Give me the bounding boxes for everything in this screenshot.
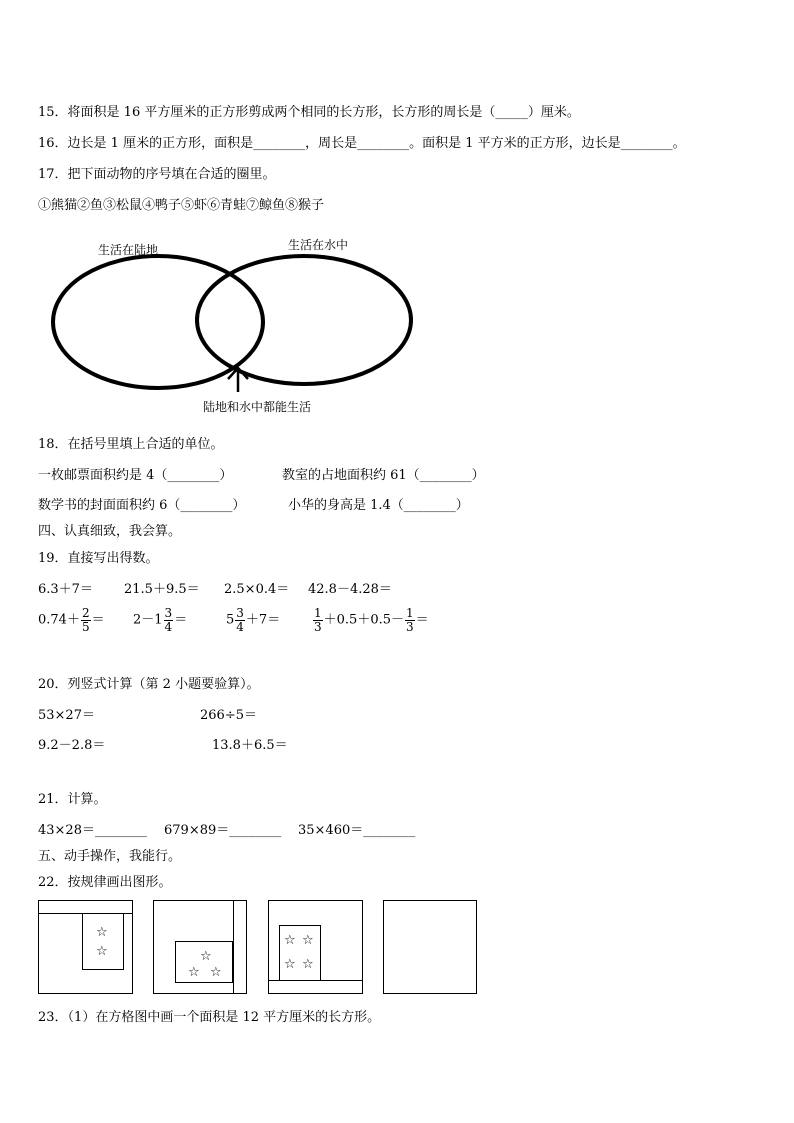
q19-r1-c: 2.5×0.4＝	[224, 582, 290, 597]
star-icon: ☆	[210, 965, 222, 980]
label-land: 生活在陆地	[98, 243, 159, 257]
question-19: 19．直接写出得数。	[38, 551, 159, 566]
q18-item-d: 小华的身高是 1.4（________）	[288, 498, 469, 513]
star-icon: ☆	[302, 957, 314, 972]
section-5-heading: 五、动手操作，我能行。	[38, 849, 182, 864]
question-16: 16．边长是 1 厘米的正方形，面积是________，周长是________。面积是 1 平方米的正方形，边长是________。	[38, 136, 686, 151]
q20-d: 13.8＋6.5＝	[212, 738, 288, 753]
question-23: 23．（1）在方格图中画一个面积是 12 平方厘米的长方形。	[38, 1010, 381, 1025]
animal-list: ①熊猫②鱼③松鼠④鸭子⑤虾⑥青蛙⑦鲸鱼⑧猴子	[38, 198, 325, 213]
q20-b: 266÷5＝	[200, 708, 257, 723]
star-icon: ☆	[302, 933, 314, 948]
question-21: 21．计算。	[38, 792, 107, 807]
question-20: 20．列竖式计算（第 2 小题要验算）。	[38, 677, 260, 692]
pattern-line	[233, 900, 234, 994]
pattern-box-3	[268, 900, 363, 994]
q21-c: 35×460＝________	[298, 823, 416, 838]
star-icon: ☆	[284, 957, 296, 972]
star-icon: ☆	[96, 944, 108, 959]
pattern-box-2	[153, 900, 247, 994]
q21-b: 679×89＝________	[164, 823, 282, 838]
label-both: 陆地和水中都能生活	[203, 400, 312, 414]
q19-r2-b: 2－1 $\frac{3}{4}$ ＝	[133, 606, 188, 634]
q21-a: 43×28＝________	[38, 823, 147, 838]
q19-r2-d: $\frac{1}{3}$ ＋0.5＋0.5－ $\frac{1}{3}$ ＝	[314, 606, 429, 634]
question-15: 15．将面积是 16 平方厘米的正方形剪成两个相同的长方形，长方形的周长是（_____）厘米。	[38, 105, 580, 120]
q19-r1-d: 42.8－4.28＝	[308, 582, 392, 597]
q19-r1-b: 21.5＋9.5＝	[124, 582, 200, 597]
q20-c: 9.2－2.8＝	[38, 738, 106, 753]
question-17: 17．把下面动物的序号填在合适的圈里。	[38, 167, 276, 182]
water-circle	[197, 256, 411, 384]
q19-r2-a: 0.74＋ $\frac{2}{5}$ ＝	[38, 606, 105, 634]
pattern-box-1	[38, 900, 133, 994]
label-water: 生活在水中	[288, 238, 349, 252]
star-icon: ☆	[284, 933, 296, 948]
star-icon: ☆	[200, 949, 212, 964]
inner-rect	[279, 925, 321, 981]
q19-r1-a: 6.3＋7＝	[38, 582, 93, 597]
inner-rect	[82, 913, 124, 970]
question-22: 22．按规律画出图形。	[38, 875, 172, 890]
pattern-answer-box[interactable]	[383, 900, 477, 994]
star-icon: ☆	[96, 925, 108, 940]
star-icon: ☆	[188, 965, 200, 980]
inner-rect	[175, 941, 233, 983]
section-4-heading: 四、认真细致，我会算。	[38, 524, 182, 539]
q19-r2-c: 5 $\frac{3}{4}$ ＋7＝	[226, 606, 281, 634]
q18-item-a: 一枚邮票面积约是 4（________）	[38, 468, 233, 483]
q18-item-b: 教室的占地面积约 61（________）	[282, 468, 485, 483]
q20-a: 53×27＝	[38, 708, 95, 723]
question-18: 18．在括号里填上合适的单位。	[38, 437, 224, 452]
q18-item-c: 数学书的封面面积约 6（________）	[38, 498, 246, 513]
